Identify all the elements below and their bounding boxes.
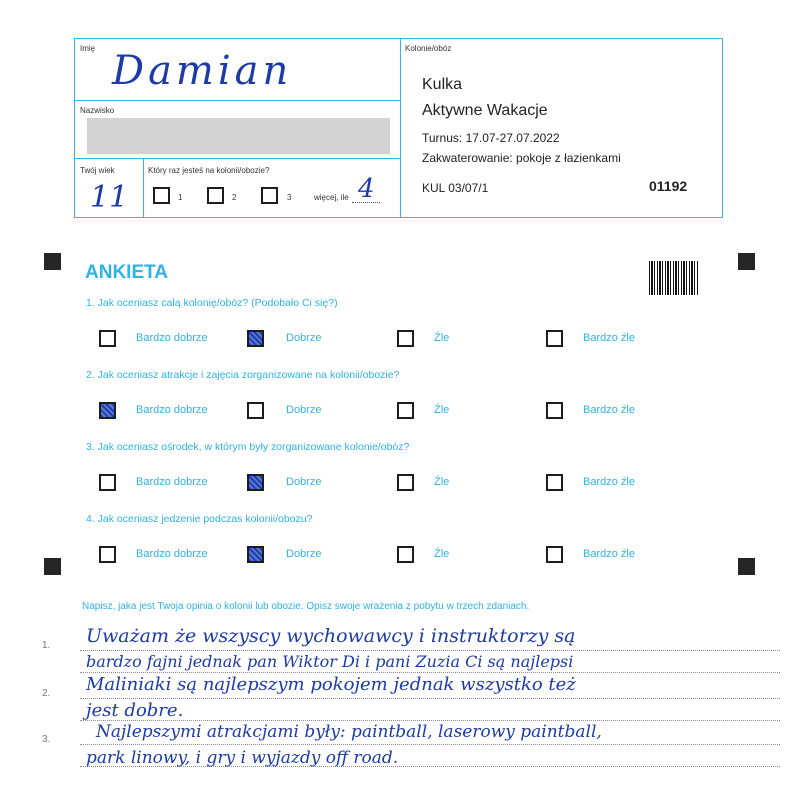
handwriting-line[interactable]: bardzo fajni jednak pan Wiktor Di i pani Zuzia Ci są najlepsi <box>86 652 574 671</box>
question-2-checkbox-4[interactable] <box>546 402 563 419</box>
handwriting-line[interactable]: jest dobre. <box>86 700 184 721</box>
question-1-text: 1. Jak oceniasz całą kolonię/obóz? (Podobało Ci się?) <box>86 297 338 309</box>
writing-line <box>80 698 780 699</box>
question-2-checkbox-2[interactable] <box>247 402 264 419</box>
question-1-option-4-label: Bardzo źle <box>583 332 635 344</box>
camp-code: KUL 03/07/1 <box>422 181 489 195</box>
divider-surname <box>74 158 401 159</box>
question-1-checkbox-3[interactable] <box>397 330 414 347</box>
times-option-2: 2 <box>232 193 237 202</box>
form-number: 01192 <box>649 178 688 194</box>
times-option-3: 3 <box>287 193 292 202</box>
registration-marker-bottom-right <box>738 558 755 575</box>
opinion-prompt: Napisz, jaka jest Twoja opinia o kolonii lub obozie. Opisz swoje wrażenia z pobytu w trzech zdaniach. <box>82 601 530 612</box>
question-4-checkbox-3[interactable] <box>397 546 414 563</box>
line-number-2: 2. <box>42 688 51 699</box>
question-4-text: 4. Jak oceniasz jedzenie podczas kolonii/obozu? <box>86 513 313 525</box>
question-4-option-3-label: Źle <box>434 548 450 560</box>
line-number-3: 3. <box>42 734 51 745</box>
registration-marker-top-left <box>44 253 61 270</box>
writing-line <box>80 744 780 745</box>
times-label: Który raz jesteś na kolonii/obozie? <box>148 166 270 175</box>
question-2-text: 2. Jak oceniasz atrakcje i zajęcia zorganizowane na kolonii/obozie? <box>86 369 400 381</box>
question-4-checkbox-1[interactable] <box>99 546 116 563</box>
question-2-option-4-label: Bardzo źle <box>583 404 635 416</box>
question-3-option-2-label: Dobrze <box>286 476 322 488</box>
handwriting-line[interactable]: Najlepszymi atrakcjami były: paintball, laserowy paintball, <box>96 722 602 742</box>
camp-type: Aktywne Wakacje <box>422 102 548 119</box>
writing-line <box>80 672 780 673</box>
question-1-option-2-label: Dobrze <box>286 332 322 344</box>
question-4-checkbox-4[interactable] <box>546 546 563 563</box>
question-3-checkbox-2[interactable] <box>247 474 264 491</box>
times-checkbox-1[interactable] <box>153 187 170 204</box>
accommodation-text: Zakwaterowanie: pokoje z łazienkami <box>422 151 621 165</box>
handwriting-line[interactable]: Uważam że wszyscy wychowawcy i instruktorzy są <box>86 625 576 647</box>
times-checkbox-2[interactable] <box>207 187 224 204</box>
question-2-option-1-label: Bardzo dobrze <box>136 404 208 416</box>
line-number-1: 1. <box>42 640 51 651</box>
question-3-option-4-label: Bardzo źle <box>583 476 635 488</box>
age-label: Twój wiek <box>80 166 115 175</box>
question-3-option-3-label: Źle <box>434 476 450 488</box>
handwriting-line[interactable]: Maliniaki są najlepszym pokojem jednak wszystko też <box>86 674 576 695</box>
question-4-checkbox-2[interactable] <box>247 546 264 563</box>
question-2-option-2-label: Dobrze <box>286 404 322 416</box>
question-1-checkbox-2[interactable] <box>247 330 264 347</box>
survey-title: ANKIETA <box>85 262 169 283</box>
divider-age <box>143 158 144 218</box>
question-3-checkbox-1[interactable] <box>99 474 116 491</box>
question-1-checkbox-1[interactable] <box>99 330 116 347</box>
question-1-option-3-label: Źle <box>434 332 450 344</box>
question-2-checkbox-1[interactable] <box>99 402 116 419</box>
name-label: Imię <box>80 44 96 53</box>
question-2-option-3-label: Źle <box>434 404 450 416</box>
question-2-checkbox-3[interactable] <box>397 402 414 419</box>
writing-line <box>80 720 780 721</box>
barcode <box>649 261 699 295</box>
name-value[interactable]: Damian <box>112 48 293 94</box>
question-3-option-1-label: Bardzo dobrze <box>136 476 208 488</box>
more-label: więcej, ile <box>314 193 349 202</box>
question-4-option-1-label: Bardzo dobrze <box>136 548 208 560</box>
times-checkbox-3[interactable] <box>261 187 278 204</box>
registration-marker-top-right <box>738 253 755 270</box>
camp-label: Kolonie/obóz <box>405 44 452 53</box>
times-option-1: 1 <box>178 193 183 202</box>
question-3-checkbox-3[interactable] <box>397 474 414 491</box>
question-4-option-4-label: Bardzo źle <box>583 548 635 560</box>
turnus-text: Turnus: 17.07-27.07.2022 <box>422 131 560 145</box>
camp-name: Kulka <box>422 76 463 93</box>
question-1-option-1-label: Bardzo dobrze <box>136 332 208 344</box>
divider-name <box>74 100 401 101</box>
handwriting-line[interactable]: park linowy, i gry i wyjazdy off road. <box>86 748 399 768</box>
more-value[interactable]: 4 <box>358 174 375 204</box>
writing-line <box>80 650 780 651</box>
surname-redacted <box>87 118 390 154</box>
age-value[interactable]: 11 <box>90 180 129 215</box>
question-3-text: 3. Jak oceniasz ośrodek, w którym były zorganizowane kolonie/obóz? <box>86 441 410 453</box>
question-1-checkbox-4[interactable] <box>546 330 563 347</box>
registration-marker-bottom-left <box>44 558 61 575</box>
question-4-option-2-label: Dobrze <box>286 548 322 560</box>
surname-label: Nazwisko <box>80 106 115 115</box>
question-3-checkbox-4[interactable] <box>546 474 563 491</box>
